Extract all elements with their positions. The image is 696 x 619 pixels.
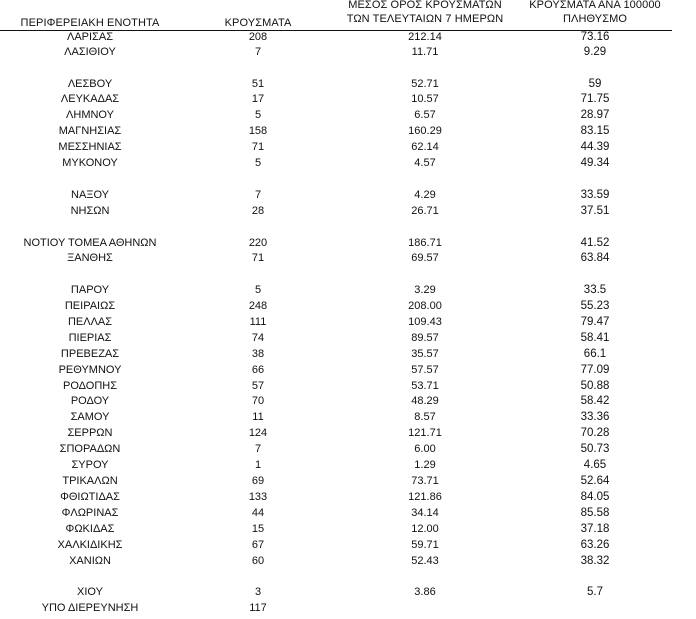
cell-avg-7-days: 121.71 [408,427,442,439]
cell-region: ΠΕΙΡΑΙΩΣ [64,300,116,312]
cell-avg-7-days: 73.71 [411,475,439,487]
cell-cases-per-100k: 58.42 [580,395,610,407]
cell-cases-per-100k: 71.75 [580,93,610,105]
cell-cases-per-100k: 9.29 [583,46,607,58]
cell-cases: 57 [251,380,265,392]
cell-cases: 71 [251,252,265,264]
header-per100k-line-2: ΠΛΗΘΥΣΜΟ [562,13,628,25]
table-row [0,601,696,615]
cell-avg-7-days: 4.57 [414,157,436,169]
cell-avg-7-days: 69.57 [411,252,439,264]
cell-cases-per-100k: 33.5 [583,284,607,296]
cell-avg-7-days: 186.71 [408,237,442,249]
table-row [0,45,696,59]
cell-cases: 11 [252,411,264,423]
table-row [0,77,696,91]
cell-region: ΜΥΚΟΝΟΥ [62,157,118,169]
cell-cases: 7 [254,189,262,201]
table-row [0,474,696,488]
cell-region: ΛΗΜΝΟΥ [66,109,114,121]
cell-cases: 51 [251,78,265,90]
table-row [0,236,696,250]
cell-cases-per-100k: 41.52 [580,237,610,249]
cell-cases: 1 [254,459,262,471]
table-row [0,251,696,265]
cell-cases: 15 [251,523,265,535]
cell-cases-per-100k: 84.05 [580,491,610,503]
cell-region: ΠΡΕΒΕΖΑΣ [60,348,120,360]
header-avg-line-2: ΤΩΝ ΤΕΛΕΥΤΑΙΩΝ 7 ΗΜΕΡΩΝ [346,13,504,25]
table-row [0,299,696,313]
table-row [0,538,696,552]
cell-cases-per-100k: 79.47 [580,316,610,328]
header-per100k-line-1: ΚΡΟΥΣΜΑΤΑ ΑΝΑ 100000 [529,0,661,11]
table-row [0,188,696,202]
cell-region: ΦΘΙΩΤΙΔΑΣ [60,491,120,503]
table-row [0,394,696,408]
cell-cases-per-100k: 55.23 [580,300,610,312]
cell-cases: 67 [251,539,265,551]
cell-cases-per-100k: 50.73 [580,443,610,455]
cell-cases: 38 [251,348,265,360]
cell-cases: 69 [251,475,265,487]
cell-cases-per-100k: 38.32 [580,555,610,567]
header-region: ΠΕΡΙΦΕΡΕΙΑΚΗ ΕΝΟΤΗΤΑ [20,17,160,29]
cell-cases: 158 [248,125,268,137]
table-row [0,204,696,218]
cell-avg-7-days: 3.86 [414,586,436,598]
table-row [0,283,696,297]
table-row [0,379,696,393]
cell-region: ΤΡΙΚΑΛΩΝ [62,475,118,487]
cell-cases: 74 [251,332,265,344]
cell-cases: 60 [251,555,265,567]
table-row [0,522,696,536]
cell-cases-per-100k: 63.84 [580,252,610,264]
cell-avg-7-days: 52.43 [411,555,439,567]
cell-cases: 133 [248,491,268,503]
cell-cases: 7 [254,46,262,58]
cell-cases: 70 [251,395,265,407]
table-row [0,490,696,504]
cell-cases-per-100k: 83.15 [580,125,610,137]
cell-region: ΞΑΝΘΗΣ [67,252,113,264]
cell-region: ΦΛΩΡΙΝΑΣ [61,507,119,519]
cell-cases-per-100k: 73.16 [580,31,610,43]
cell-cases: 111 [249,316,267,328]
cell-avg-7-days: 89.57 [411,332,439,344]
cell-cases-per-100k: 4.65 [583,459,607,471]
cell-region: ΠΑΡΟΥ [70,284,110,296]
cell-cases: 208 [248,31,268,43]
cell-avg-7-days: 53.71 [411,380,439,392]
cell-avg-7-days: 26.71 [411,205,439,217]
cell-region: ΥΠΟ ΔΙΕΡΕΥΝΗΣΗ [41,602,139,614]
table-row [0,331,696,345]
cell-region: ΣΥΡΟΥ [71,459,109,471]
cell-cases: 71 [251,141,265,153]
table-row [0,363,696,377]
cell-region: ΜΑΓΝΗΣΙΑΣ [58,125,122,137]
cell-avg-7-days: 35.57 [411,348,439,360]
cell-cases-per-100k: 49.34 [580,157,610,169]
cell-avg-7-days: 62.14 [411,141,439,153]
cell-avg-7-days: 34.14 [411,507,439,519]
cell-cases-per-100k: 5.7 [587,586,603,598]
cell-cases-per-100k: 85.58 [580,507,610,519]
cell-cases: 248 [248,300,268,312]
cell-cases: 7 [254,443,262,455]
table-row [0,554,696,568]
cell-region: ΛΑΡΙΣΑΣ [66,31,113,43]
header-cases: ΚΡΟΥΣΜΑΤΑ [224,17,292,29]
cell-region: ΦΩΚΙΔΑΣ [65,523,115,535]
cell-region: ΝΟΤΙΟΥ ΤΟΜΕΑ ΑΘΗΝΩΝ [23,237,157,249]
cell-avg-7-days: 4.29 [414,189,436,201]
cell-cases-per-100k: 58.41 [580,332,610,344]
cell-cases-per-100k: 33.59 [580,189,610,201]
cell-cases-per-100k: 37.18 [580,523,610,535]
cell-region: ΛΕΥΚΑΔΑΣ [60,93,120,105]
header-avg-line-1: ΜΕΣΟΣ ΟΡΟΣ ΚΡΟΥΣΜΑΤΩΝ [348,0,502,11]
cell-region: ΧΙΟΥ [77,586,103,598]
cell-region: ΛΕΣΒΟΥ [67,78,113,90]
cell-region: ΝΑΞΟΥ [71,189,109,201]
cell-cases-per-100k: 33.36 [580,411,610,423]
cell-cases: 66 [251,364,265,376]
cell-region: ΜΕΣΣΗΝΙΑΣ [58,141,122,153]
table-row [0,585,696,599]
cell-avg-7-days: 59.71 [411,539,439,551]
cell-avg-7-days: 8.57 [414,411,436,423]
cell-cases-per-100k: 77.09 [580,364,610,376]
cell-cases: 117 [249,602,267,614]
cell-cases-per-100k: 59 [588,78,602,90]
cell-avg-7-days: 208.00 [408,300,442,312]
cell-avg-7-days: 6.57 [414,109,436,121]
cell-region: ΡΟΔΟΠΗΣ [62,380,118,392]
cell-region: ΧΑΝΙΩΝ [69,555,111,567]
cell-cases: 220 [248,237,268,249]
table-row [0,506,696,520]
cell-avg-7-days: 48.29 [411,395,439,407]
cell-cases-per-100k: 50.88 [580,380,610,392]
cell-avg-7-days: 12.00 [411,523,439,535]
table-row [0,92,696,106]
cell-avg-7-days: 52.71 [411,78,439,90]
cell-avg-7-days: 109.43 [408,316,442,328]
table-row [0,124,696,138]
cell-region: ΣΕΡΡΩΝ [67,427,113,439]
table-row [0,410,696,424]
cell-cases: 124 [248,427,268,439]
cell-cases: 44 [251,507,265,519]
cell-region: ΡΟΔΟΥ [70,395,110,407]
cell-region: ΠΕΛΛΑΣ [67,316,113,328]
cell-avg-7-days: 121.86 [408,491,442,503]
cell-avg-7-days: 57.57 [411,364,439,376]
table-row [0,426,696,440]
table-row [0,30,696,44]
table-row [0,315,696,329]
cell-cases-per-100k: 44.39 [580,141,610,153]
cell-avg-7-days: 160.29 [408,125,442,137]
cell-region: ΝΗΣΩΝ [70,205,110,217]
cell-cases: 28 [251,205,265,217]
cell-cases: 5 [254,284,262,296]
table-row [0,156,696,170]
cell-cases-per-100k: 63.26 [580,539,610,551]
cell-region: ΣΠΟΡΑΔΩΝ [59,443,121,455]
cell-cases: 3 [254,586,262,598]
cell-cases-per-100k: 37.51 [580,205,610,217]
cell-cases: 5 [254,157,262,169]
table-row [0,347,696,361]
cell-avg-7-days: 212.14 [408,31,442,43]
cell-avg-7-days: 6.00 [414,443,436,455]
table-row [0,108,696,122]
cell-region: ΠΙΕΡΙΑΣ [68,332,112,344]
cell-region: ΣΑΜΟΥ [70,411,110,423]
cell-cases-per-100k: 28.97 [580,109,610,121]
cell-avg-7-days: 10.57 [411,93,439,105]
cell-region: ΛΑΣΙΘΙΟΥ [64,46,116,58]
cell-avg-7-days: 3.29 [414,284,436,296]
cell-avg-7-days: 1.29 [414,459,436,471]
table-row [0,140,696,154]
table-row [0,442,696,456]
cell-region: ΡΕΘΥΜΝΟΥ [58,364,122,376]
cell-avg-7-days: 11.71 [411,46,439,58]
cell-cases: 5 [254,109,262,121]
cell-cases: 17 [251,93,265,105]
cell-cases-per-100k: 66.1 [583,348,607,360]
cell-region: ΧΑΛΚΙΔΙΚΗΣ [57,539,123,551]
table-row [0,458,696,472]
cell-cases-per-100k: 52.64 [580,475,610,487]
cell-cases-per-100k: 70.28 [580,427,610,439]
